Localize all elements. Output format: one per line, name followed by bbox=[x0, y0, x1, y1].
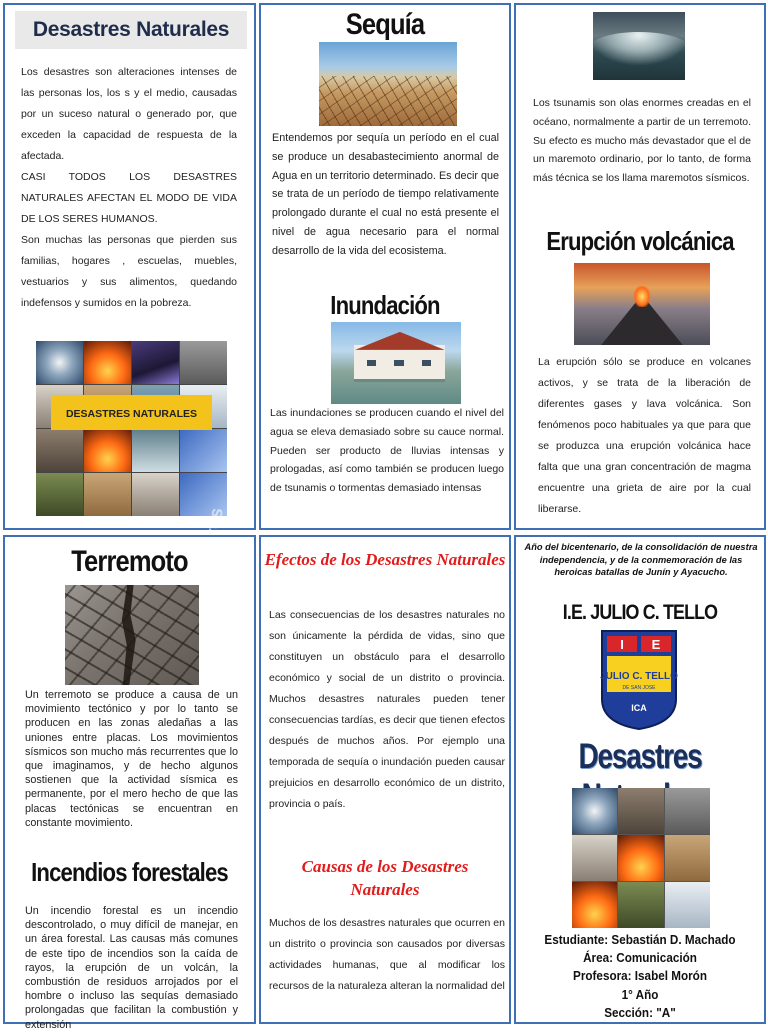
drought-heading: Sequía bbox=[345, 8, 425, 41]
intro-paragraph-3: Son muchas las personas que pierden sus familias, hogares , escuelas, muebles, vestuarios y sus alimentos, quedando indefensos y sumidos en la pobreza. bbox=[21, 234, 237, 309]
area-label: Área: Comunicación bbox=[583, 950, 697, 965]
flood-text: Las inundaciones se producen cuando el nivel del agua se eleva demasiado sobre su cauce normal. Pueden ser producto de lluvias intensas y prologadas, así como también se producen luego de tsunamis o tormentas demasiado intensas bbox=[270, 407, 504, 495]
teacher-label: Profesora: Isabel Morón bbox=[573, 968, 707, 983]
year-banner: Año del bicentenario, de la consolidación de nuestra independencia, y de la conmemoración de las heroicas batallas de Junín y Ayacucho. bbox=[524, 542, 758, 577]
volcano-image bbox=[574, 263, 710, 345]
collage-banner: DESASTRES NATURALES bbox=[51, 395, 211, 430]
cover-title: Desastres bbox=[578, 737, 702, 776]
page-title: Desastres Naturales bbox=[15, 11, 247, 49]
panel-intro bbox=[3, 3, 256, 530]
effects-heading: Efectos de los Desastres Naturales bbox=[264, 550, 506, 569]
school-crest-icon bbox=[600, 629, 678, 731]
crest-letter-e: E bbox=[651, 637, 661, 652]
disasters-collage-image bbox=[36, 341, 227, 516]
intro-text bbox=[21, 62, 237, 314]
earthquake-heading: Terremoto bbox=[71, 545, 188, 578]
grade-label: 1° Año bbox=[621, 987, 659, 1002]
school-name: I.E. JULIO C. TELLO bbox=[562, 601, 718, 624]
crest-letter-i: I bbox=[620, 637, 624, 652]
crest-name: JULIO C. TELLO bbox=[600, 671, 678, 682]
volcano-text: La erupción sólo se produce en volcanes activos, y se trata de la liberación de diferentes gases y lava volcánica. Son fenómenos poco habituales ya que para que se produzca una erupción volcánica hace falta que una gran concentración de magma encuentre una grieta de aire por la cual liberarse. bbox=[538, 356, 751, 515]
fire-heading: Incendios forestales bbox=[31, 857, 228, 887]
fire-text: Un incendio forestal es un incendio descontrolado, o muy difícil de manejar, en un área forestal. Las causas más comunes de este tipo de incendios son la caída de rayos, la erupción de un volcán, la combustión de residuos arrojados por el hombre o incluso las sequías demasiado prolongadas que facilitan la combustión y extensión bbox=[25, 905, 238, 1031]
cover-collage-image bbox=[572, 788, 710, 928]
drought-text: Entendemos por sequía un período en el cual se produce un desabastecimiento anormal de Agua en un territorio determinado. Es decir que se trata de un período de tiempo relativamente prolongado durante el cual no está presente el nivel de agua necesario para el normal desarrollo de la vida del ecosistema. bbox=[272, 132, 499, 257]
causes-text: Muchos de los desastres naturales que ocurren en un distrito o provincia son causados por diversas actividades humanas, que al modificar los recursos de la naturaleza alteran la normalidad del bbox=[269, 917, 505, 992]
flood-image bbox=[331, 322, 461, 404]
panel-drought-flood bbox=[259, 3, 511, 530]
causes-heading: Causas de los Desastres Naturales bbox=[301, 857, 469, 899]
drought-image bbox=[319, 42, 457, 126]
tsunami-image bbox=[593, 12, 685, 80]
tsunami-text: Los tsunamis son olas enormes creadas en el océano, normalmente a partir de un terremoto. Su efecto es mucho más devastador que el de un maremoto ordinario, por lo tanto, de forma más técnica se los llama maremotos sísmicos. bbox=[533, 97, 751, 185]
panel-cover bbox=[514, 535, 766, 1024]
intro-paragraph-2: CASI TODOS LOS DESASTRES NATURALES AFECTAN EL MODO DE VIDA DE LOS SERES HUMANOS. bbox=[21, 171, 237, 225]
intro-paragraph-1: Los desastres son alteraciones intenses de las personas los, los s y el medio, causadas por un suceso natural o generado por, que exceden la capacidad de respuesta de la afectada. bbox=[21, 66, 237, 162]
panel-tsunami-volcano bbox=[514, 3, 766, 530]
panel-effects-causes bbox=[259, 535, 511, 1024]
student-label: Estudiante: Sebastián D. Machado bbox=[544, 932, 736, 947]
crest-city: ICA bbox=[631, 703, 647, 713]
earthquake-text: Un terremoto se produce a causa de un movimiento tectónico y por lo tanto se producen en las zonas aledañas a las uniones entre placas. Los movimientos sísmicos son mucho más recurrentes que lo que imaginamos, y de hecho algunos sostienen que la actividad sísmica es permanente, por el mero hecho de que las placas tectónicas se encuentran en constante movimiento. bbox=[25, 689, 238, 829]
panel-earthquake-fire bbox=[3, 535, 256, 1031]
section-label: Sección: "A" bbox=[604, 1005, 676, 1020]
earthquake-image bbox=[65, 585, 199, 685]
effects-text: Las consecuencias de los desastres naturales no son únicamente la pérdida de vidas, sino que constituyen un obstáculo para el desarrollo económico y social de un distrito o provincia. Muchos desastres naturales pueden tener consecuencias tardías, es decir que tienen efectos después de muchos años. Por ejemplo una temporada de sequía o inundación pueden causar prejuicios en desarrollo económico de un distrito, provincia o país. bbox=[269, 609, 505, 810]
volcano-heading: Erupción volcánica bbox=[546, 226, 734, 256]
crest-sub: DE SAN JOSE bbox=[622, 685, 656, 691]
flood-heading: Inundación bbox=[330, 290, 440, 320]
